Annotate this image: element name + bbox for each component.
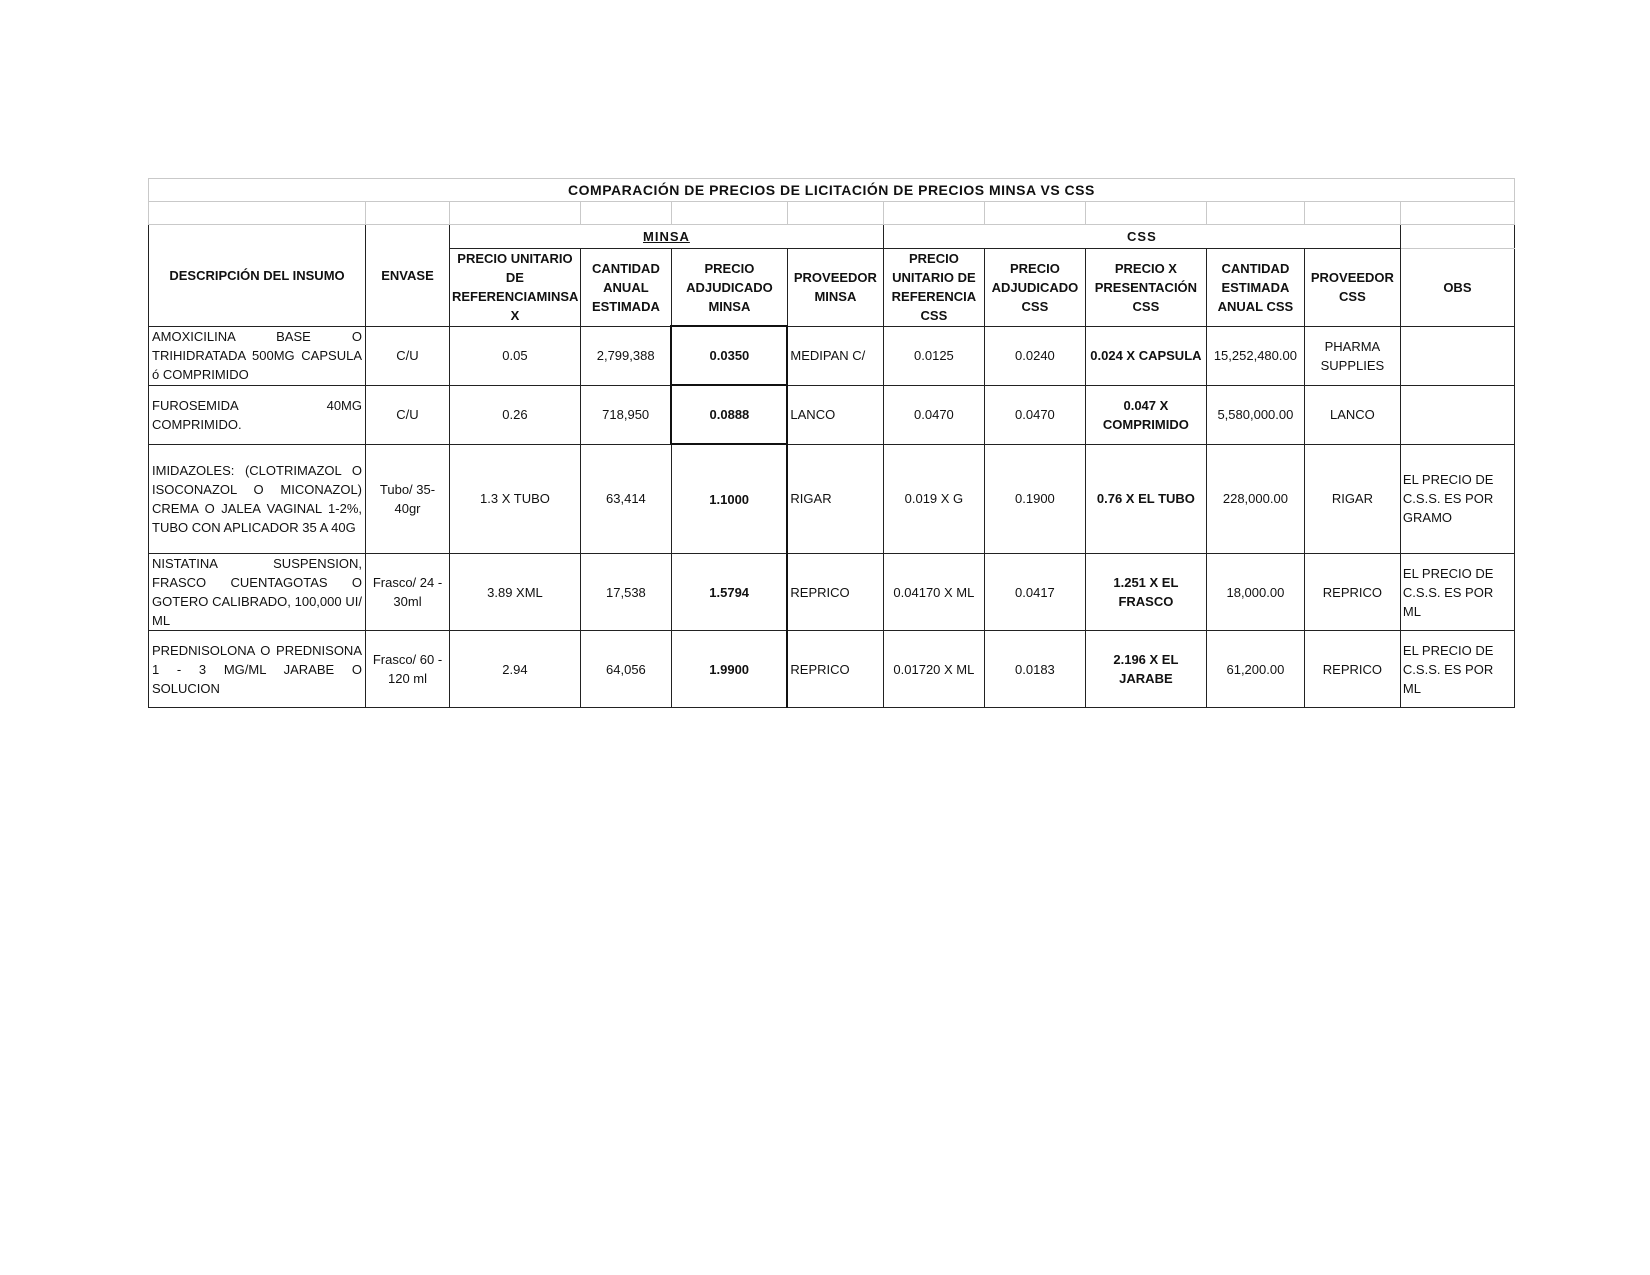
cell-precio-adj-minsa: 1.9900 — [671, 631, 787, 708]
cell-precio-ref-css: 0.04170 X ML — [883, 554, 984, 631]
cell-envase: Frasco/ 24 - 30ml — [366, 554, 450, 631]
cell-proveedor-minsa: LANCO — [787, 385, 883, 444]
header-obs: OBS — [1400, 249, 1514, 327]
cell-precio-ref-minsa: 3.89 XML — [450, 554, 581, 631]
group-css: CSS — [883, 225, 1400, 249]
cell-precio-adj-css: 0.0417 — [984, 554, 1085, 631]
spacer-cell — [580, 202, 671, 225]
table-title: COMPARACIÓN DE PRECIOS DE LICITACIÓN DE PRECIOS MINSA VS CSS — [149, 179, 1515, 202]
table-row — [149, 554, 1515, 631]
header-precio-ref-css: PRECIO UNITARIO DE REFERENCIA CSS — [883, 249, 984, 327]
cell-cantidad-css: 15,252,480.00 — [1206, 326, 1304, 385]
cell-descripcion: FUROSEMIDA 40MG COMPRIMIDO. — [149, 385, 366, 444]
cell-proveedor-css: REPRICO — [1304, 631, 1400, 708]
group-header-row — [149, 225, 1515, 249]
group-minsa-label: MINSA — [643, 229, 690, 244]
cell-precio-adj-minsa: 1.1000 — [671, 444, 787, 554]
cell-precio-adj-css: 0.0240 — [984, 326, 1085, 385]
cell-envase: Tubo/ 35-40gr — [366, 444, 450, 554]
cell-precio-ref-css: 0.0125 — [883, 326, 984, 385]
cell-descripcion: PREDNISOLONA O PREDNISONA 1 - 3 MG/ML JARABE O SOLUCION — [149, 631, 366, 708]
cell-precio-ref-minsa: 2.94 — [450, 631, 581, 708]
cell-descripcion: NISTATINA SUSPENSION, FRASCO CUENTAGOTAS O GOTERO CALIBRADO, 100,000 UI/ ML — [149, 554, 366, 631]
cell-precio-ref-minsa: 1.3 X TUBO — [450, 444, 581, 554]
cell-descripcion: AMOXICILINA BASE O TRIHIDRATADA 500MG CAPSULA ó COMPRIMIDO — [149, 326, 366, 385]
cell-cantidad-css: 228,000.00 — [1206, 444, 1304, 554]
cell-proveedor-css: LANCO — [1304, 385, 1400, 444]
cell-cantidad-css: 61,200.00 — [1206, 631, 1304, 708]
cell-precio-adj-css: 0.0470 — [984, 385, 1085, 444]
cell-descripcion: IMIDAZOLES: (CLOTRIMAZOL O ISOCONAZOL O MICONAZOL) CREMA O JALEA VAGINAL 1-2%, TUBO CON APLICADOR 35 A 40G — [149, 444, 366, 554]
spacer-cell — [883, 202, 984, 225]
cell-precio-ref-css: 0.019 X G — [883, 444, 984, 554]
cell-proveedor-css: PHARMA SUPPLIES — [1304, 326, 1400, 385]
cell-precio-presentacion-css: 0.024 X CAPSULA — [1085, 326, 1206, 385]
cell-envase: Frasco/ 60 - 120 ml — [366, 631, 450, 708]
cell-proveedor-minsa: RIGAR — [787, 444, 883, 554]
cell-obs: EL PRECIO DE C.S.S. ES POR ML — [1400, 554, 1514, 631]
table-row — [149, 444, 1515, 554]
cell-precio-presentacion-css: 0.047 X COMPRIMIDO — [1085, 385, 1206, 444]
spacer-cell — [671, 202, 787, 225]
cell-proveedor-minsa: REPRICO — [787, 631, 883, 708]
header-proveedor-minsa: PROVEEDOR MINSA — [787, 249, 883, 327]
cell-precio-adj-css: 0.1900 — [984, 444, 1085, 554]
cell-precio-ref-css: 0.0470 — [883, 385, 984, 444]
cell-proveedor-css: RIGAR — [1304, 444, 1400, 554]
header-envase: ENVASE — [366, 225, 450, 327]
cell-cantidad-minsa: 2,799,388 — [580, 326, 671, 385]
cell-obs — [1400, 385, 1514, 444]
cell-envase: C/U — [366, 385, 450, 444]
spacer-cell — [787, 202, 883, 225]
spacer-cell — [984, 202, 1085, 225]
cell-proveedor-minsa: MEDIPAN C/ — [787, 326, 883, 385]
cell-cantidad-minsa: 17,538 — [580, 554, 671, 631]
table-row — [149, 631, 1515, 708]
header-cantidad-css: CANTIDAD ESTIMADA ANUAL CSS — [1206, 249, 1304, 327]
spacer-cell — [1304, 202, 1400, 225]
cell-obs: EL PRECIO DE C.S.S. ES POR GRAMO — [1400, 444, 1514, 554]
cell-precio-presentacion-css: 1.251 X EL FRASCO — [1085, 554, 1206, 631]
cell-precio-adj-minsa: 0.0888 — [671, 385, 787, 444]
title-row — [149, 179, 1515, 202]
header-precio-adj-minsa: PRECIO ADJUDICADO MINSA — [671, 249, 787, 327]
group-obs-spacer — [1400, 225, 1514, 249]
cell-cantidad-minsa: 63,414 — [580, 444, 671, 554]
cell-precio-presentacion-css: 2.196 X EL JARABE — [1085, 631, 1206, 708]
cell-obs: EL PRECIO DE C.S.S. ES POR ML — [1400, 631, 1514, 708]
cell-envase: C/U — [366, 326, 450, 385]
cell-precio-adj-minsa: 1.5794 — [671, 554, 787, 631]
cell-obs — [1400, 326, 1514, 385]
cell-precio-adj-css: 0.0183 — [984, 631, 1085, 708]
header-proveedor-css: PROVEEDOR CSS — [1304, 249, 1400, 327]
spacer-cell — [450, 202, 581, 225]
cell-precio-ref-minsa: 0.26 — [450, 385, 581, 444]
cell-cantidad-css: 18,000.00 — [1206, 554, 1304, 631]
cell-precio-ref-css: 0.01720 X ML — [883, 631, 984, 708]
spacer-cell — [149, 202, 366, 225]
price-comparison-table — [148, 178, 1515, 708]
header-precio-presentacion-css: PRECIO X PRESENTACIÓN CSS — [1085, 249, 1206, 327]
cell-precio-ref-minsa: 0.05 — [450, 326, 581, 385]
cell-cantidad-minsa: 718,950 — [580, 385, 671, 444]
cell-proveedor-css: REPRICO — [1304, 554, 1400, 631]
spacer-cell — [1206, 202, 1304, 225]
header-cantidad-minsa: CANTIDAD ANUAL ESTIMADA — [580, 249, 671, 327]
header-descripcion: DESCRIPCIÓN DEL INSUMO — [149, 225, 366, 327]
cell-precio-presentacion-css: 0.76 X EL TUBO — [1085, 444, 1206, 554]
table-row — [149, 385, 1515, 444]
header-precio-ref-minsa: PRECIO UNITARIO DE REFERENCIAMINSA X — [450, 249, 581, 327]
spacer-cell — [366, 202, 450, 225]
table-row — [149, 326, 1515, 385]
group-minsa — [450, 225, 884, 249]
header-precio-adj-css: PRECIO ADJUDICADO CSS — [984, 249, 1085, 327]
cell-cantidad-minsa: 64,056 — [580, 631, 671, 708]
spacer-cell — [1400, 202, 1514, 225]
cell-proveedor-minsa: REPRICO — [787, 554, 883, 631]
cell-precio-adj-minsa: 0.0350 — [671, 326, 787, 385]
spacer-cell — [1085, 202, 1206, 225]
spacer-row — [149, 202, 1515, 225]
cell-cantidad-css: 5,580,000.00 — [1206, 385, 1304, 444]
